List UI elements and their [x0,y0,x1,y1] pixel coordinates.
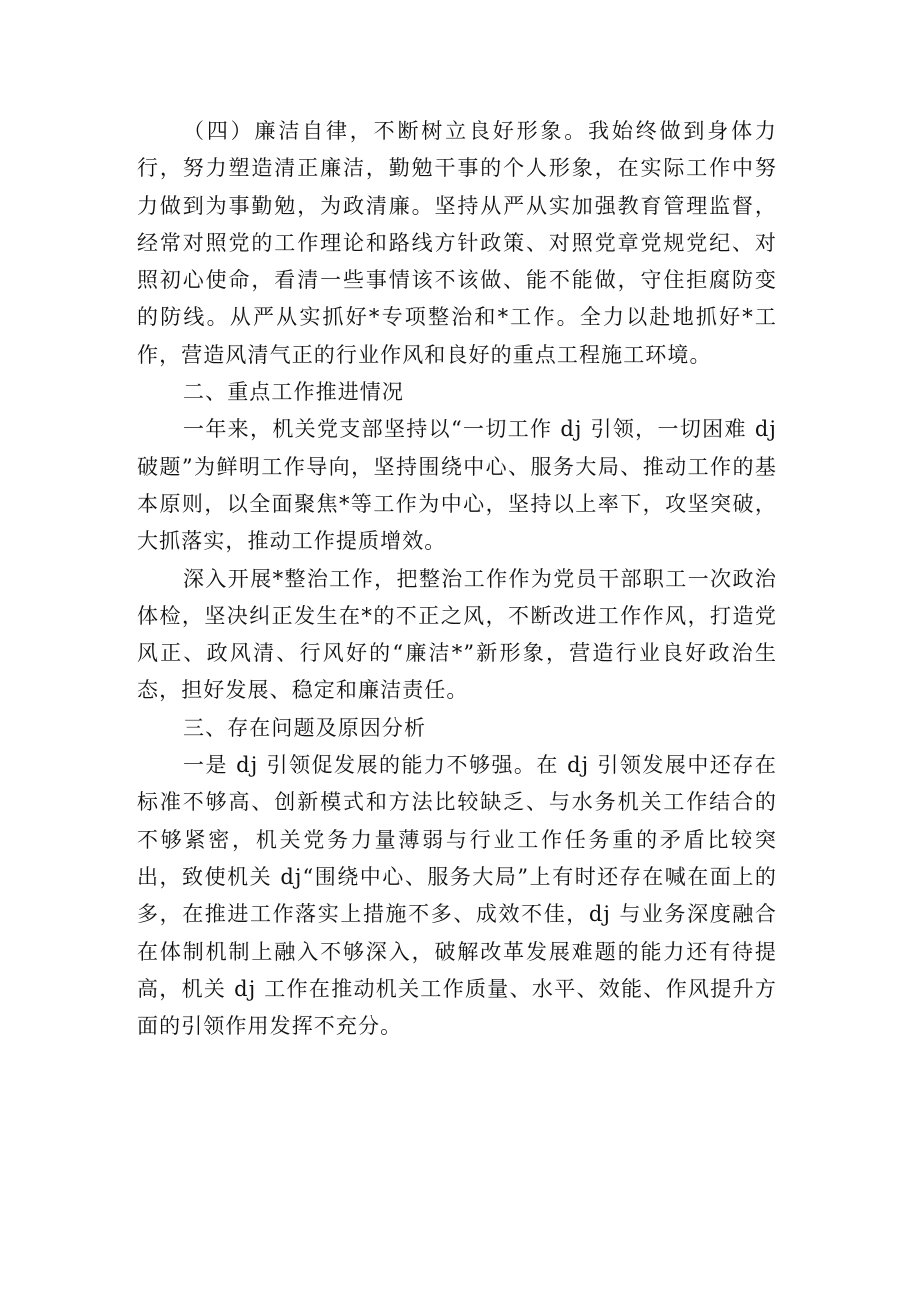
paragraph-integrity: （四）廉洁自律，不断树立良好形象。我始终做到身体力行，努力塑造清正廉洁，勤勉干事的个人形象，在实际工作中努力做到为事勤勉，为政清廉。坚持从严从实加强教育管理监督，经常对照党的工作理论和路线方针政策、对照党章党规党纪、对照初心使命，看清一些事情该不该做、能不能做，守住拒腐防变的防线。从严从实抓好*专项整治和*工作。全力以赴地抓好*工作，营造风清气正的行业作风和良好的重点工程施工环境。 [137,119,777,367]
paragraph-year-review: 一年来，机关党支部坚持以“一切工作 dj 引领，一切困难 dj 破题”为鲜明工作导向，坚持围绕中心、服务大局、推动工作的基本原则，以全面聚焦*等工作为中心，坚持以上率下，攻坚突破，大抓落实，推动工作提质增效。 [137,417,777,554]
paragraph-problem-one: 一是 dj 引领促发展的能力不够强。在 dj 引领发展中还存在标准不够高、创新模式和方法比较缺乏、与水务机关工作结合的不够紧密，机关党务力量薄弱与行业工作任务重的矛盾比较突出，致使机关 dj“围绕中心、服务大局”上有时还存在喊在面上的多，在推进工作落实上措施不多、成效不佳，dj 与业务深度融合在体制机制上融入不够深入，破解改革发展难题的能力还有待提高，机关 dj 工作在推动机关工作质量、水平、效能、作风提升方面的引领作用发挥不充分。 [137,753,777,1039]
section-heading-key-work: 二、重点工作推进情况 [183,380,404,405]
document-body [137,113,777,1045]
paragraph-rectification: 深入开展*整治工作，把整治工作作为党员干部职工一次政治体检，坚决纠正发生在*的不正之风，不断改进工作作风，打造党风正、政风清、行风好的“廉洁*”新形象，营造行业良好政治生态，担好发展、稳定和廉洁责任。 [137,566,777,703]
section-heading-problems: 三、存在问题及原因分析 [183,715,427,740]
